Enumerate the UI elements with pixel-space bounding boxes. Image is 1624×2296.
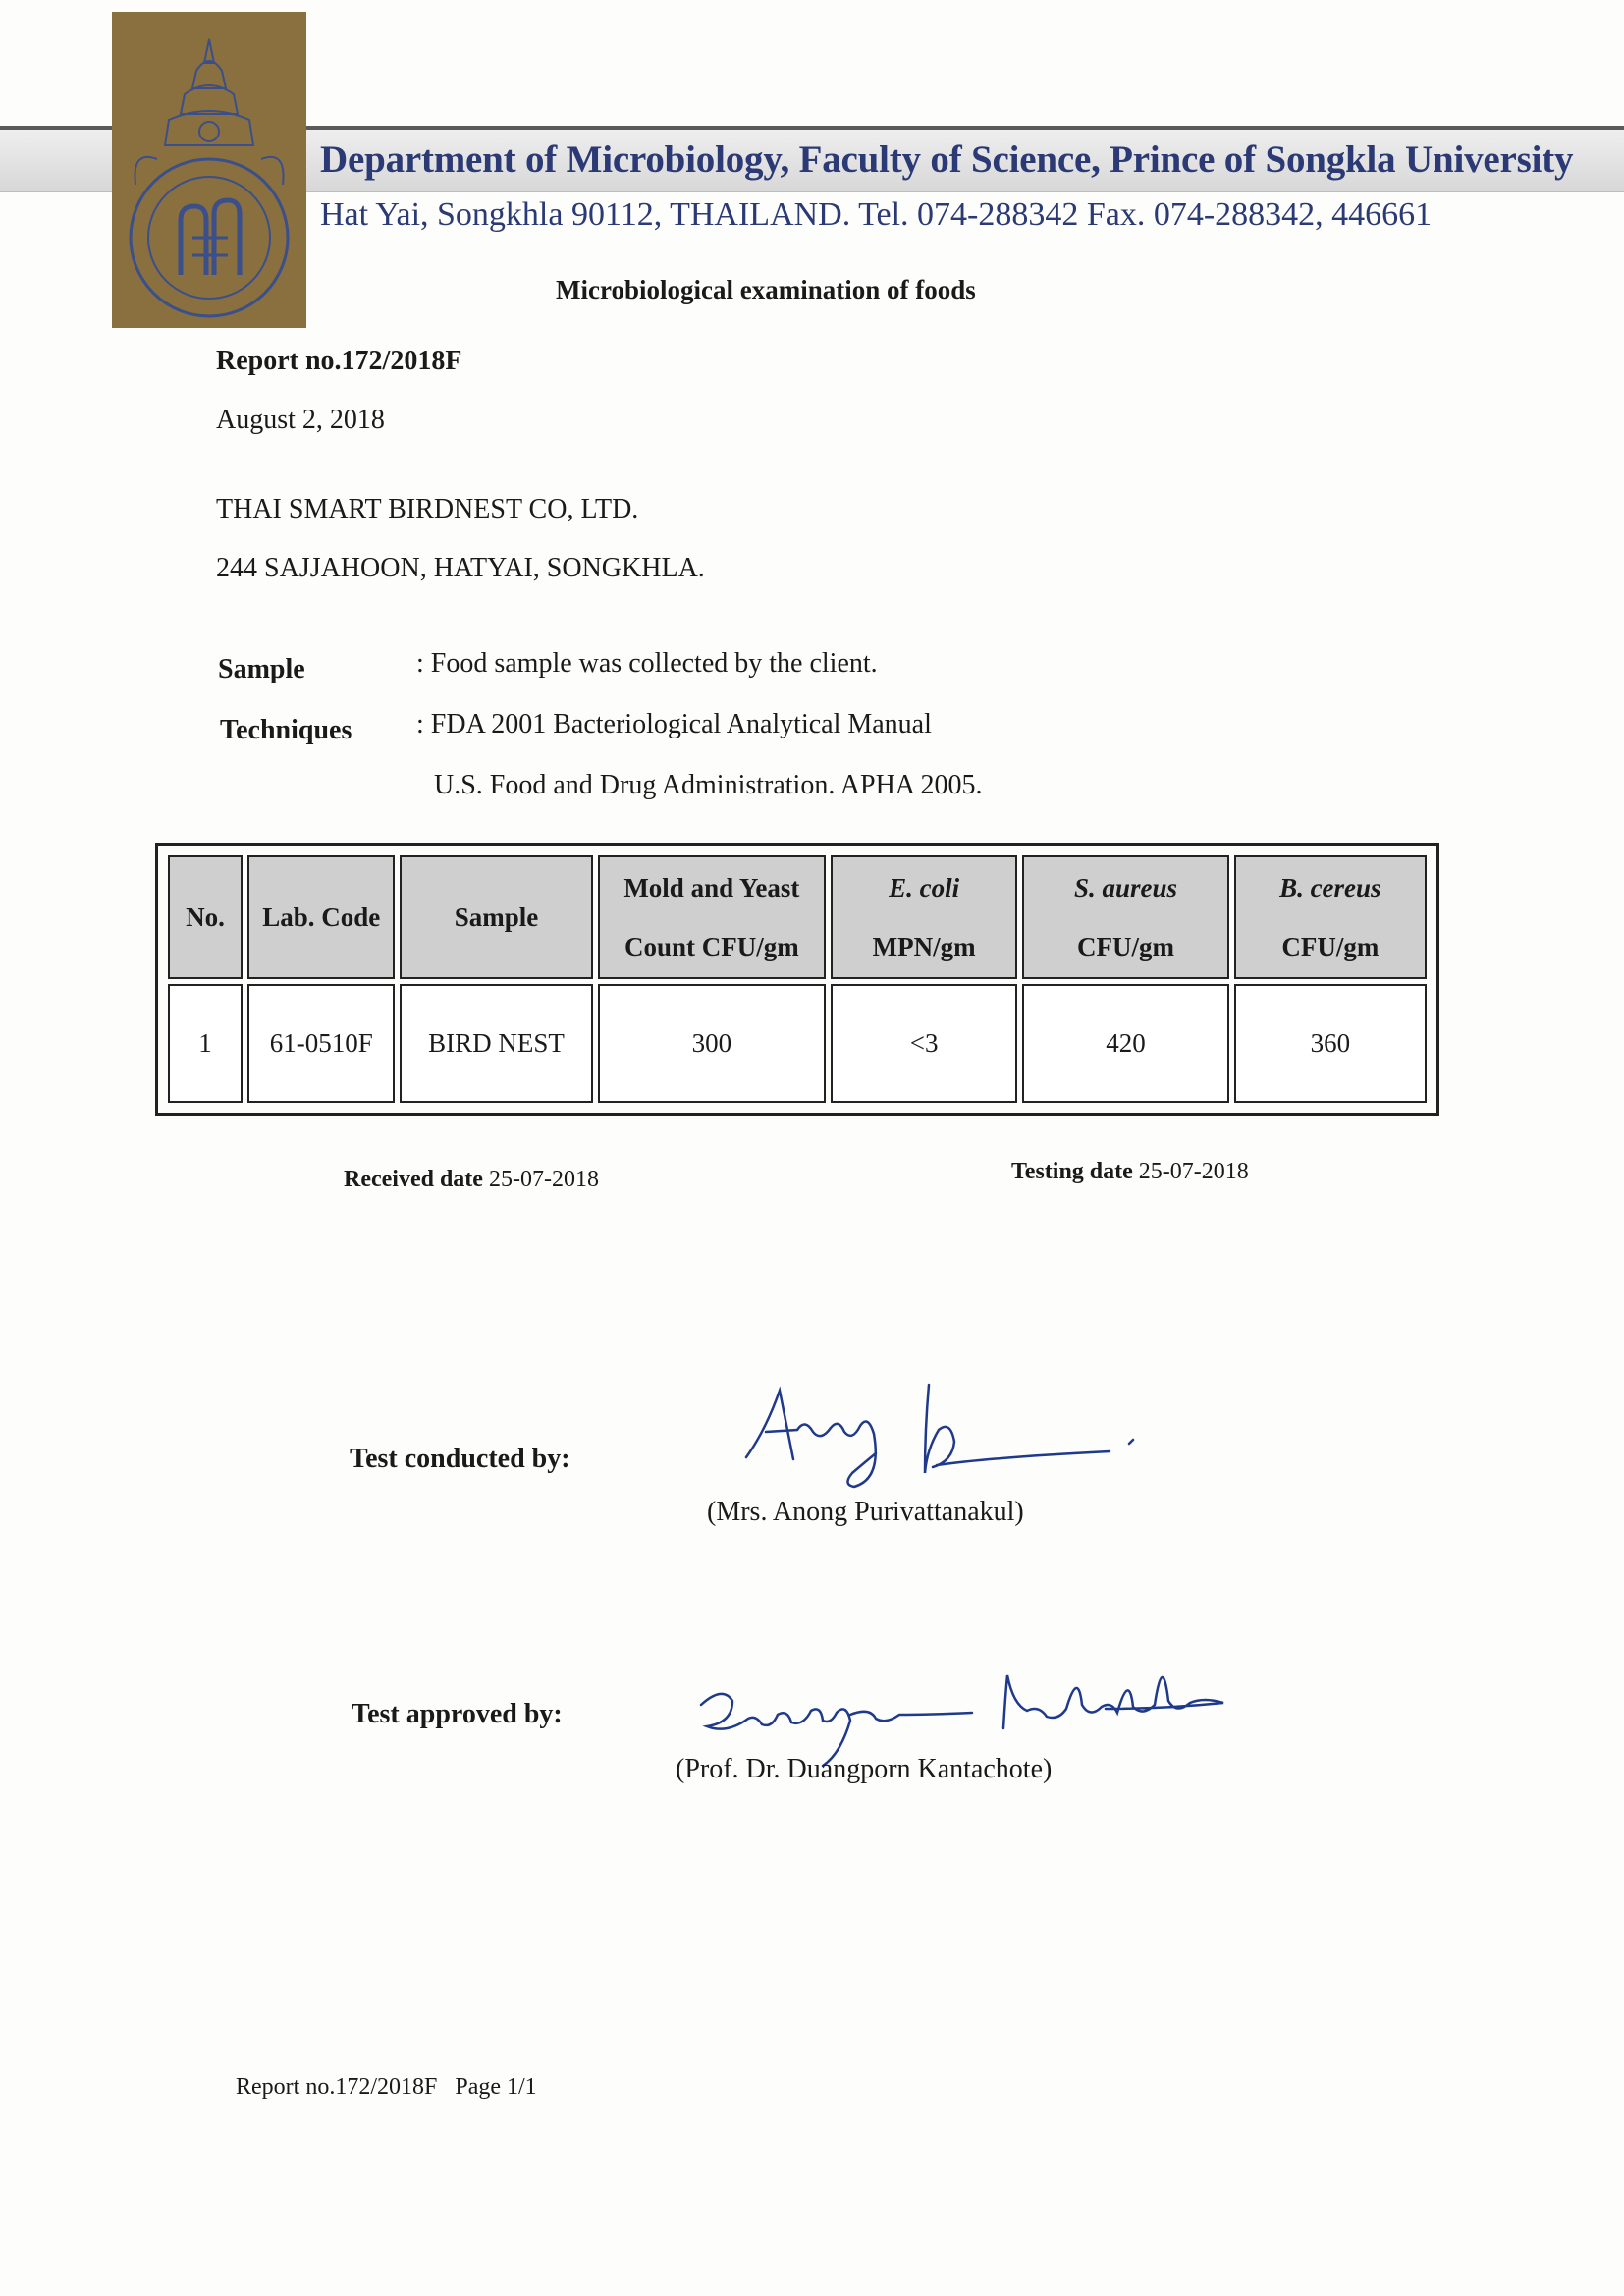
cell-mold-yeast: 300	[598, 984, 826, 1103]
header-lab-code: Lab. Code	[247, 855, 395, 979]
cell-e-coli: <3	[831, 984, 1017, 1103]
cell-b-cereus: 360	[1234, 984, 1427, 1103]
testing-date: Testing date 25-07-2018	[1011, 1159, 1249, 1184]
university-seal-icon	[112, 12, 306, 328]
cell-sample: BIRD NEST	[400, 984, 592, 1103]
footer-report-number: Report no.172/2018F	[236, 2074, 438, 2100]
conductor-name: (Mrs. Anong Purivattanakul)	[707, 1497, 1024, 1527]
table-row	[168, 984, 1427, 1103]
document-title: Microbiological examination of foods	[556, 275, 976, 304]
sample-value: : Food sample was collected by the client.	[416, 648, 878, 679]
approved-by-label: Test approved by:	[352, 1699, 563, 1729]
techniques-value-line1: : FDA 2001 Bacteriological Analytical Manual	[416, 709, 932, 739]
department-address: Hat Yai, Songkhla 90112, THAILAND. Tel. 074-288342 Fax. 074-288342, 446661	[320, 196, 1433, 233]
table-header-row	[168, 855, 1427, 979]
header-mold-yeast: Mold and Yeast Count CFU/gm	[598, 855, 826, 979]
client-address: 244 SAJJAHOON, HATYAI, SONGKHLA.	[216, 553, 705, 583]
client-name: THAI SMART BIRDNEST CO, LTD.	[216, 494, 639, 524]
conductor-signature-icon	[736, 1371, 1149, 1499]
department-title: Department of Microbiology, Faculty of Science, Prince of Songkla University	[320, 138, 1574, 181]
footer	[236, 2074, 537, 2101]
received-date: Received date 25-07-2018	[344, 1167, 599, 1192]
header-s-aureus: S. aureus CFU/gm	[1022, 855, 1228, 979]
header-no: No.	[168, 855, 243, 979]
cell-no: 1	[168, 984, 243, 1103]
cell-lab-code: 61-0510F	[247, 984, 395, 1103]
header-b-cereus: B. cereus CFU/gm	[1234, 855, 1427, 979]
sample-label: Sample	[218, 654, 305, 684]
results-table	[155, 843, 1439, 1116]
report-date: August 2, 2018	[216, 405, 385, 435]
footer-page-number: Page 1/1	[455, 2074, 537, 2100]
header-sample: Sample	[400, 855, 592, 979]
approver-name: (Prof. Dr. Duangporn Kantachote)	[676, 1754, 1053, 1784]
cell-s-aureus: 420	[1022, 984, 1228, 1103]
report-number: Report no.172/2018F	[216, 346, 462, 376]
university-logo	[112, 12, 306, 328]
conducted-by-label: Test conducted by:	[350, 1444, 570, 1474]
header-e-coli: E. coli MPN/gm	[831, 855, 1017, 979]
techniques-value-line2: U.S. Food and Drug Administration. APHA 2005.	[434, 770, 983, 800]
techniques-label: Techniques	[220, 715, 352, 745]
